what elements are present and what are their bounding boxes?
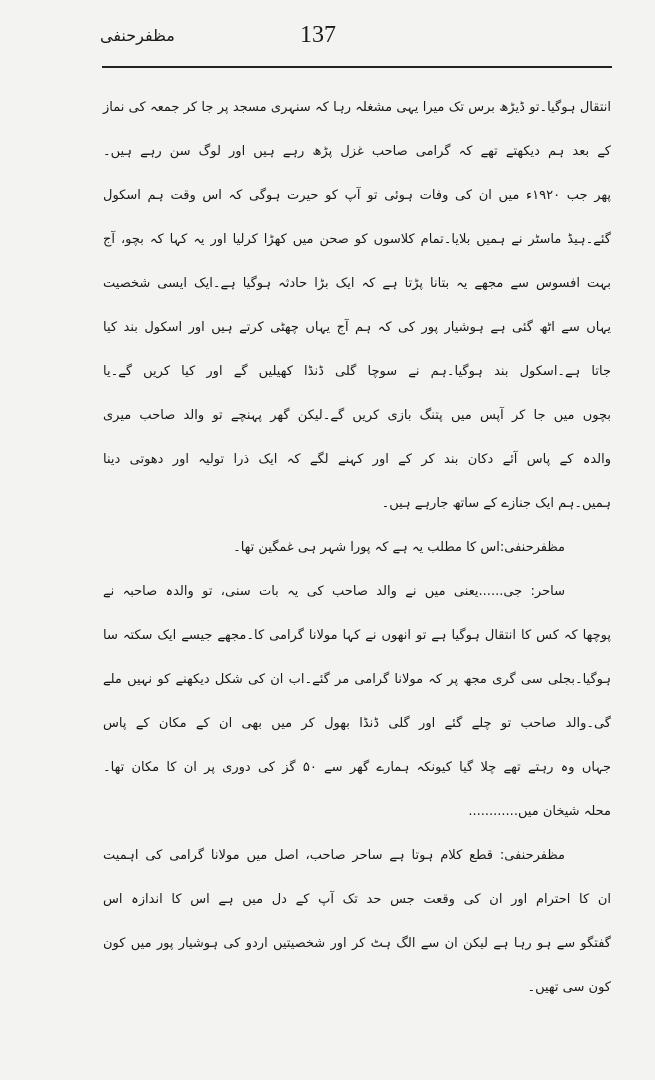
text-line: گی۔والد صاحب تو چلے گئے اور گلی ڈنڈا بھول کر میں بھی ان کے مکان کے پاس [103, 716, 611, 731]
running-header-author: مظفرحنفی [100, 26, 175, 45]
text-line: والدہ کے پاس آئے دکان بند کر کے اور کہنے لگے کہ ایک ذرا تولیہ اور دھوتی دینا [103, 452, 611, 467]
page-number: 137 [300, 22, 336, 48]
text-line: ساحر: جی......یعنی میں نے والد صاحب کی یہ بات سنی، تو والدہ صاحبہ نے [103, 584, 565, 599]
text-line: جہاں وہ رہتے تھے چلا گیا کیونکہ ہمارے گھر سے ۵۰ گز کی دوری پر ان کا مکان تھا۔ [103, 760, 611, 775]
text-line: محلہ شیخان میں............ [468, 804, 611, 819]
text-line: انتقال ہوگیا۔تو ڈیڑھ برس تک میرا یہی مشغلہ رہا کہ سنہری مسجد پر جا کر جمعہ کی نماز [103, 100, 611, 115]
text-line: یہاں سے اٹھ گئی ہے ہوشیار پور کی کہ ہم آج یہاں چھٹی کرتے ہیں اور اسکول بند کیا [103, 320, 611, 335]
header-rule [102, 66, 612, 68]
text-line: ان کا احترام اور ان کی وقعت جس حد تک آپ کے دل میں ہے اس کا اندازہ اس [103, 892, 611, 907]
text-line: ہوگیا۔بجلی سی گری مجھ پر کہ مولانا گرامی مر گئے۔اب ان کی شکل دیکھنے کو نہیں ملے [103, 672, 611, 687]
text-line: مظفرحنفی:اس کا مطلب یہ ہے کہ پورا شہر ہی غمگین تھا۔ [233, 540, 565, 555]
text-line: مظفرحنفی: قطع کلام ہوتا ہے ساحر صاحب، اصل میں مولانا گرامی کی اہمیت [103, 848, 565, 863]
text-line: ہمیں۔ہم ایک جنازے کے ساتھ جارہے ہیں۔ [381, 496, 611, 511]
text-line: پھر جب ۱۹۲۰ء میں ان کی وفات ہوئی تو آپ کو حیرت ہوگی کہ اس وقت ہم اسکول [103, 188, 611, 203]
text-line: کون سی تھیں۔ [527, 980, 611, 995]
text-line: گفتگو سے ہو رہا ہے لیکن ان سے الگ ہٹ کر اور شخصیتیں اردو کی ہوشیار پور میں کون [103, 936, 611, 951]
text-line: کے بعد ہم دیکھتے تھے کہ گرامی صاحب غزل پڑھ رہے ہیں اور لوگ سن رہے ہیں۔ [103, 144, 611, 159]
text-line: بہت افسوس سے مجھے یہ بتانا پڑتا ہے کہ ایک بڑا حادثہ ہوگیا ہے۔ایک ایسی شخصیت [103, 276, 611, 291]
text-line: پوچھا کہ کس کا انتقال ہوگیا ہے تو انھوں نے کہا مولانا گرامی کا۔مجھے جیسے ایک سکتہ سا [103, 628, 611, 643]
text-line: بچوں میں جا کر آپس میں پتنگ بازی کریں گے۔لیکن گھر پہنچے تو والد صاحب میری [103, 408, 611, 423]
text-line: گئے۔ہیڈ ماسٹر نے ہمیں بلایا۔تمام کلاسوں کو صحن میں کھڑا کرلیا اور یہ کہا کہ بچو، آج [103, 232, 611, 247]
text-line: جاتا ہے۔اسکول بند ہوگیا۔ہم نے سوچا گلی ڈنڈا کھیلیں گے اور کیا کریں گے۔یا [103, 364, 611, 379]
